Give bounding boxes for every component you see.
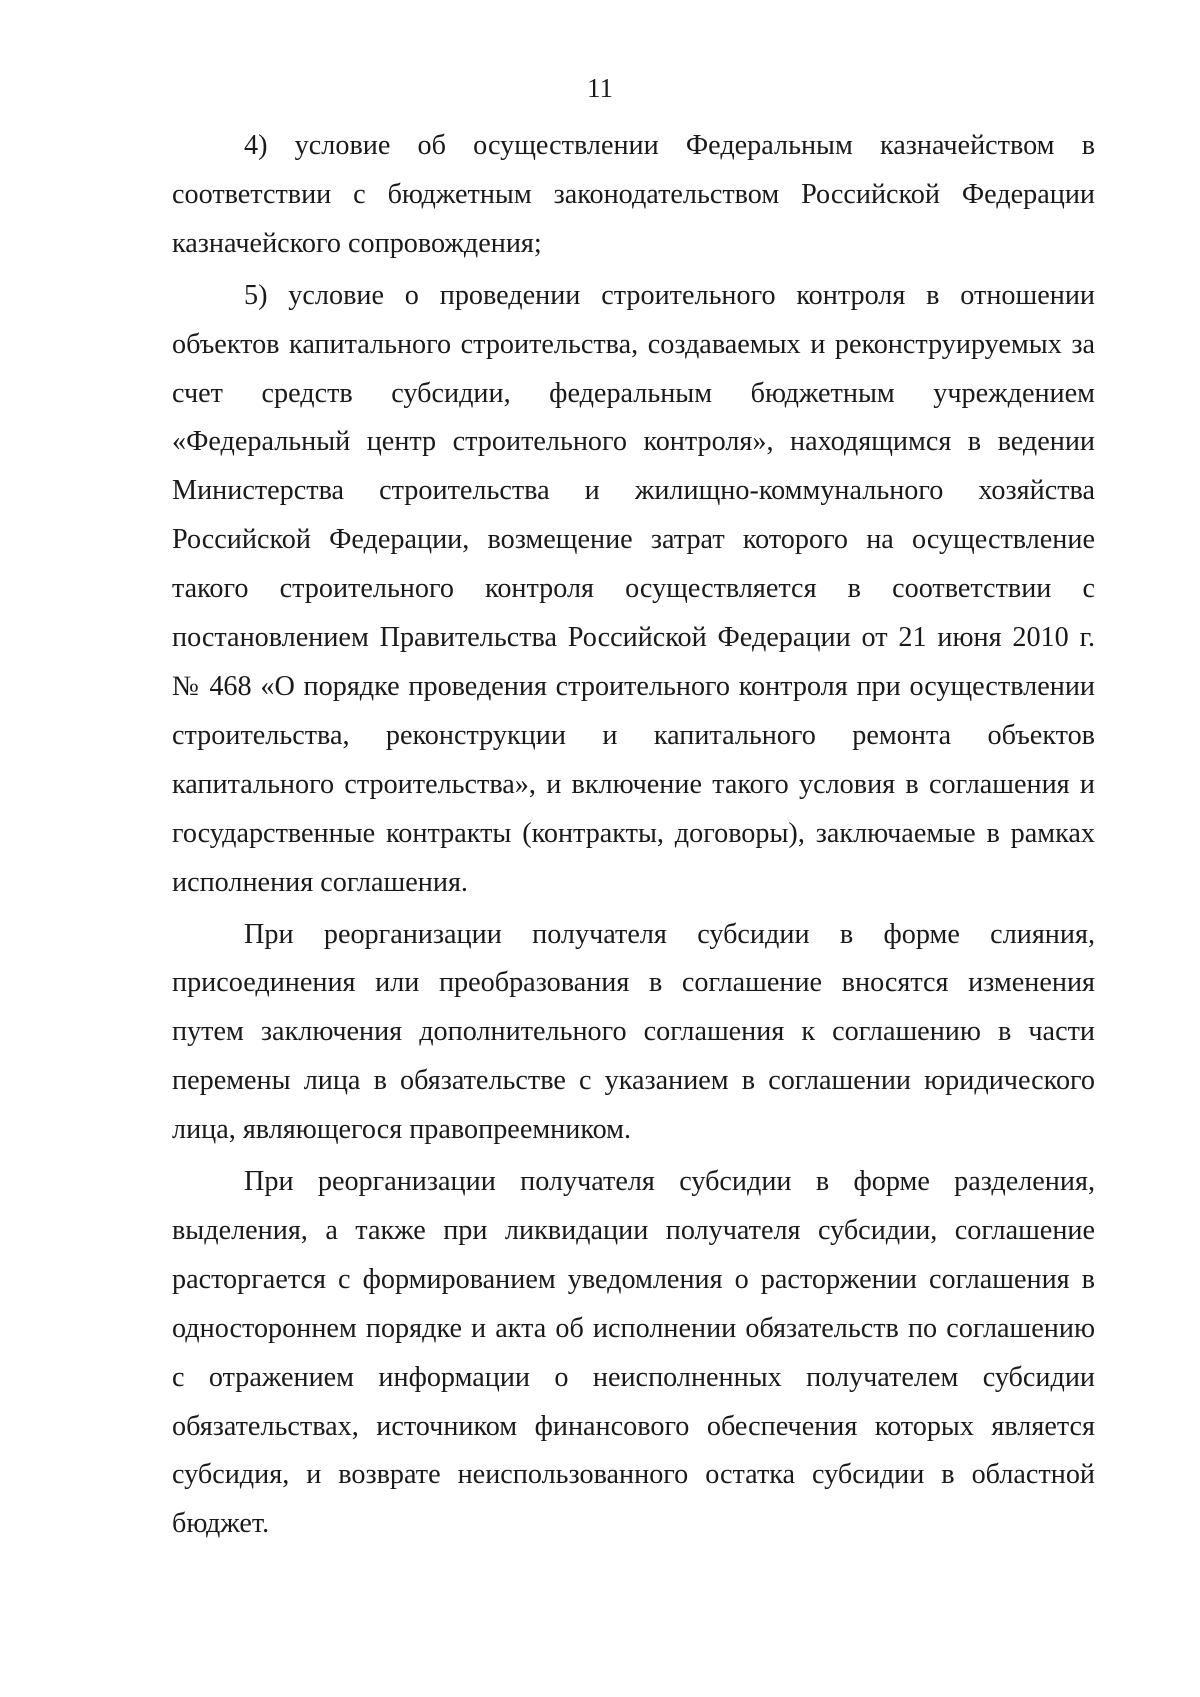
paragraph-item-5: 5) условие о проведении строительного контроля в отношении объектов капитального строительства, создаваемых и реконструируемых за счет средств субсидии, федеральным бюджетным учреждением «Федеральный центр строительного контроля», находящимся в ведении Министерства строительства и жилищно-коммунального хозяйства Российской Федерации, возмещение затрат которого на осуществление такого строительного контроля осуществляется в соответствии с постановлением Правительства Российской Федерации от 21 июня 2010 г. № 468 «О порядке проведения строительного контроля при осуществлении строительства, реконструкции и капитального ремонта объектов капитального строительства», и включение такого условия в соглашения и государственные контракты (контракты, договоры), заключаемые в рамках исполнения соглашения.	[172, 279, 1095, 898]
paragraph-merger-reorganization: При реорганизации получателя субсидии в форме слияния, присоединения или преобразования в соглашение вносятся изменения путем заключения дополнительного соглашения к соглашению в части перемены лица в обязательстве с указанием в соглашении юридического лица, являющегося правопреемником.	[172, 918, 1095, 1146]
document-body	[172, 122, 1095, 1552]
paragraph-division-liquidation: При реорганизации получателя субсидии в форме разделения, выделения, а также при ликвидации получателя субсидии, соглашение расторгается с формированием уведомления о расторжении соглашения в одностороннем порядке и акта об исполнении обязательств по соглашению с отражением информации о неисполненных получателем субсидии обязательствах, источником финансового обеспечения которых является субсидия, и возврате неиспользованного остатка субсидии в областной бюджет.	[172, 1166, 1095, 1540]
paragraph-item-4: 4) условие об осуществлении Федеральным казначейством в соответствии с бюджетным законодательством Российской Федерации казначейского сопровождения;	[172, 130, 1095, 259]
page-number: 11	[587, 73, 613, 103]
